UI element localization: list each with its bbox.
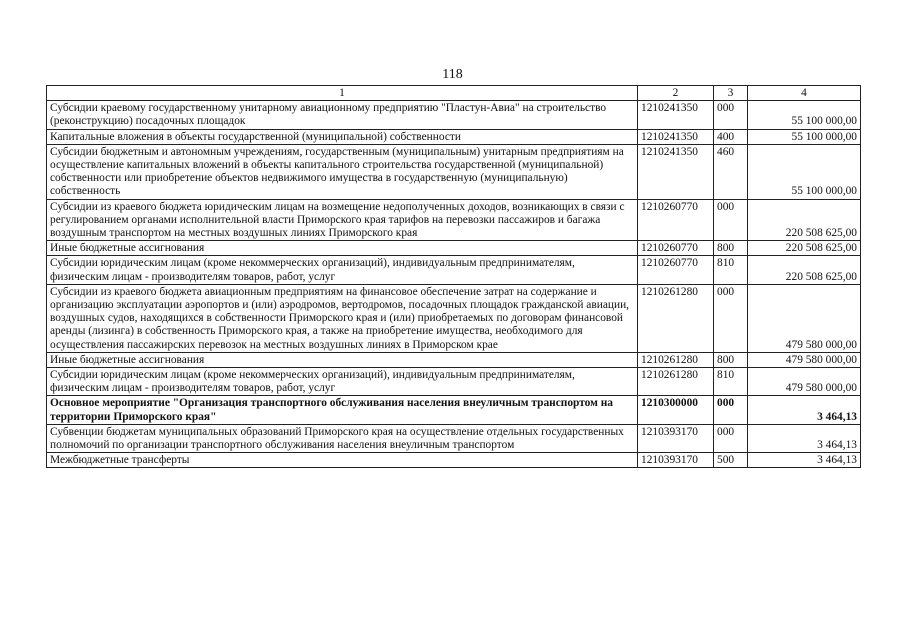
- row-sum-cell: 3 464,13: [748, 424, 861, 452]
- header-col-csr: 2: [638, 86, 714, 101]
- row-sum-cell: 3 464,13: [748, 396, 861, 424]
- row-csr-cell: 1210260770: [638, 241, 714, 256]
- table-row: [47, 101, 861, 129]
- row-name-cell: Субсидии краевому государственному унитарному авиационному предприятию "Пластун-Авиа" на строительство (реконструкцию) посадочных площадок: [47, 101, 638, 129]
- row-name-cell: Субсидии бюджетным и автономным учреждениям, государственным (муниципальным) унитарным предприятиям на осуществление капитальных вложений в объекты капитального строительства государственной (муниципальной) собственности или приобретение объектов недвижимого имущества в государственную (муниципальную) собственность: [47, 144, 638, 199]
- row-vr-cell: 800: [714, 241, 748, 256]
- row-vr-cell: 460: [714, 144, 748, 199]
- table-row: [47, 284, 861, 352]
- row-name-cell: Субсидии юридическим лицам (кроме некоммерческих организаций), индивидуальным предпринимателям, физическим лицам - производителям товаров, работ, услуг: [47, 256, 638, 284]
- row-name-cell: Субсидии юридическим лицам (кроме некоммерческих организаций), индивидуальным предпринимателям, физическим лицам - производителям товаров, работ, услуг: [47, 368, 638, 396]
- row-sum-cell: 479 580 000,00: [748, 352, 861, 367]
- table-row: [47, 352, 861, 367]
- row-vr-cell: 400: [714, 129, 748, 144]
- row-vr-cell: 000: [714, 199, 748, 241]
- row-sum-cell: 479 580 000,00: [748, 284, 861, 352]
- table-row: [47, 129, 861, 144]
- row-name-cell: Субсидии из краевого бюджета юридическим лицам на возмещение недополученных доходов, возникающих в связи с регулированием органами исполнительной власти Приморского края тарифов на перевозки пассажиров и багажа воздушным транспортом на местных воздушных линиях Приморского края: [47, 199, 638, 241]
- row-csr-cell: 1210260770: [638, 256, 714, 284]
- table-row: [47, 256, 861, 284]
- row-csr-cell: 1210261280: [638, 368, 714, 396]
- row-csr-cell: 1210241350: [638, 129, 714, 144]
- row-vr-cell: 000: [714, 101, 748, 129]
- row-sum-cell: 479 580 000,00: [748, 368, 861, 396]
- row-csr-cell: 1210261280: [638, 352, 714, 367]
- row-csr-cell: 1210241350: [638, 144, 714, 199]
- row-csr-cell: 1210393170: [638, 424, 714, 452]
- table-header-row: [47, 86, 861, 101]
- header-col-name: 1: [47, 86, 638, 101]
- table-row: [47, 368, 861, 396]
- row-name-cell: Межбюджетные трансферты: [47, 453, 638, 468]
- row-vr-cell: 810: [714, 368, 748, 396]
- row-sum-cell: 220 508 625,00: [748, 241, 861, 256]
- row-vr-cell: 500: [714, 453, 748, 468]
- row-sum-cell: 3 464,13: [748, 453, 861, 468]
- row-csr-cell: 1210300000: [638, 396, 714, 424]
- row-vr-cell: 810: [714, 256, 748, 284]
- table-row: [47, 424, 861, 452]
- row-csr-cell: 1210393170: [638, 453, 714, 468]
- row-name-cell: Иные бюджетные ассигнования: [47, 352, 638, 367]
- row-name-cell: Иные бюджетные ассигнования: [47, 241, 638, 256]
- row-name-cell: Основное мероприятие "Организация транспортного обслуживания населения внеуличным транспортом на территории Приморского края": [47, 396, 638, 424]
- row-sum-cell: 55 100 000,00: [748, 144, 861, 199]
- row-csr-cell: 1210260770: [638, 199, 714, 241]
- header-col-sum: 4: [748, 86, 861, 101]
- budget-table: [46, 85, 861, 468]
- row-vr-cell: 800: [714, 352, 748, 367]
- row-sum-cell: 55 100 000,00: [748, 129, 861, 144]
- row-name-cell: Капитальные вложения в объекты государственной (муниципальной) собственности: [47, 129, 638, 144]
- row-sum-cell: 220 508 625,00: [748, 199, 861, 241]
- header-col-vr: 3: [714, 86, 748, 101]
- table-row: [47, 144, 861, 199]
- row-sum-cell: 55 100 000,00: [748, 101, 861, 129]
- table-row: [47, 241, 861, 256]
- row-csr-cell: 1210241350: [638, 101, 714, 129]
- row-name-cell: Субсидии из краевого бюджета авиационным предприятиям на финансовое обеспечение затрат на содержание и организацию эксплуатации аэропортов и (или) аэродромов, вертодромов, посадочных площадок гражданской авиации, воздушных судов, находящихся в собственности Приморского края и (или) приобретаемых по договорам финансовой аренды (лизинга) в собственность Приморского края, а также на приобретение имущества, необходимого для осуществления пассажирских перевозок на местных воздушных линиях в Приморском крае: [47, 284, 638, 352]
- row-vr-cell: 000: [714, 284, 748, 352]
- row-name-cell: Субвенции бюджетам муниципальных образований Приморского края на осуществление отдельных государственных полномочий по организации транспортного обслуживания населения внеуличным транспортом: [47, 424, 638, 452]
- table-row: [47, 453, 861, 468]
- page-number: 118: [442, 67, 463, 82]
- row-vr-cell: 000: [714, 396, 748, 424]
- row-sum-cell: 220 508 625,00: [748, 256, 861, 284]
- row-csr-cell: 1210261280: [638, 284, 714, 352]
- table-row: [47, 199, 861, 241]
- row-vr-cell: 000: [714, 424, 748, 452]
- table-row: [47, 396, 861, 424]
